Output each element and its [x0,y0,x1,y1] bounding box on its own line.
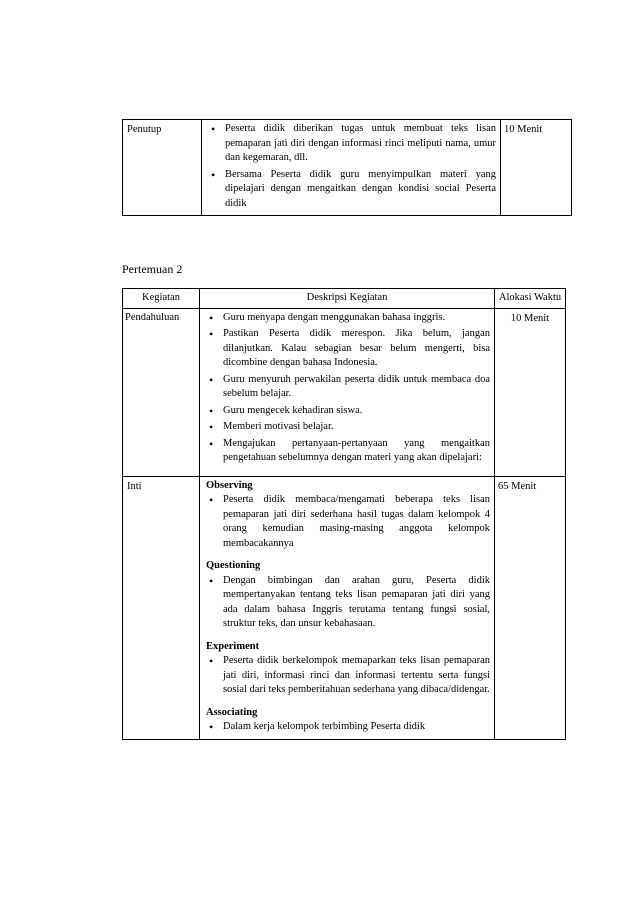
column-header-description: Deskripsi Kegiatan [200,289,495,309]
bullet-list [208,122,496,211]
table-row [123,476,566,739]
time-cell: 65 Menit [495,476,566,739]
list-item: • Dalam kerja kelompok terbimbing Peserta didik [206,720,490,735]
section-title: Observing [206,479,253,491]
stage-cell: Penutup [123,120,202,216]
bullet-list [206,654,490,698]
time-cell: 10 Menit [501,120,572,216]
list-item: • Guru menyapa dengan menggunakan bahasa inggris. [206,311,490,326]
column-header-activity: Kegiatan [123,289,200,309]
stage-cell: Inti [123,476,200,739]
bullet-list [206,493,490,551]
section-title: Questioning [206,560,261,571]
bullet-list [206,574,490,632]
list-item: • Mengajukan pertanyaan-pertanyaan yang mengaitkan pengetahuan sebelumnya dengan materi yang akan dipelajari: [206,437,490,466]
list-item: • Peserta didik membaca/mengamati beberapa teks lisan pemaparan jati diri sederhana hasil tugas dalam kelompok 4 orang kemudian masing-masing anggota kelompok membacakannya [206,493,490,551]
description-cell [202,120,501,216]
time-cell: 10 Menit [495,308,566,476]
stage-cell: Pendahuluan [123,308,200,476]
bullet-list [206,720,490,735]
lesson-activity-table [122,288,566,740]
meeting-heading: Pertemuan 2 [122,262,183,276]
list-item: • Peserta didik berkelompok memaparkan teks lisan pemaparan jati diri, informasi rinci dan informasi tertentu serta fungsi sosial dari teks pemberitahuan sederhana yang dibaca/didengar. [206,654,490,698]
column-header-time: Alokasi Waktu [495,289,566,309]
list-item: • Dengan bimbingan dan arahan guru, Peserta didik mempertanyakan tentang teks lisan pemaparan jati diri yang ada dalam bahasa Inggris terutama tentang fungsi sosial, struktur teks, dan unsur kebahasaan. [206,574,490,632]
list-item: • Guru mengecek kehadiran siswa. [206,404,490,419]
table-header-row [123,289,566,309]
bullet-list [206,311,490,466]
list-item: • Peserta didik diberikan tugas untuk membuat teks lisan pemaparan jati diri dengan informasi rinci meliputi nama, umur dan kegemaran, dll. [208,122,496,166]
description-cell [200,308,495,476]
list-item: • Memberi motivasi belajar. [206,420,490,435]
table-row [123,120,572,216]
section-title: Experiment [206,640,260,652]
section-title: Associating [206,706,258,718]
list-item: • Pastikan Peserta didik merespon. Jika belum, jangan dilanjutkan. Kalau sebagian besar belum mengerti, bisa dicombine dengan bahasa Indonesia. [206,327,490,371]
list-item: • Bersama Peserta didik guru menyimpulkan materi yang dipelajari dengan mengaitkan dengan kondisi social Peserta didik [208,168,496,212]
table-row [123,308,566,476]
list-item: • Guru menyuruh perwakilan peserta didik untuk membaca doa sebelum belajar. [206,373,490,402]
closing-activity-table [122,119,572,216]
description-cell [200,476,495,739]
